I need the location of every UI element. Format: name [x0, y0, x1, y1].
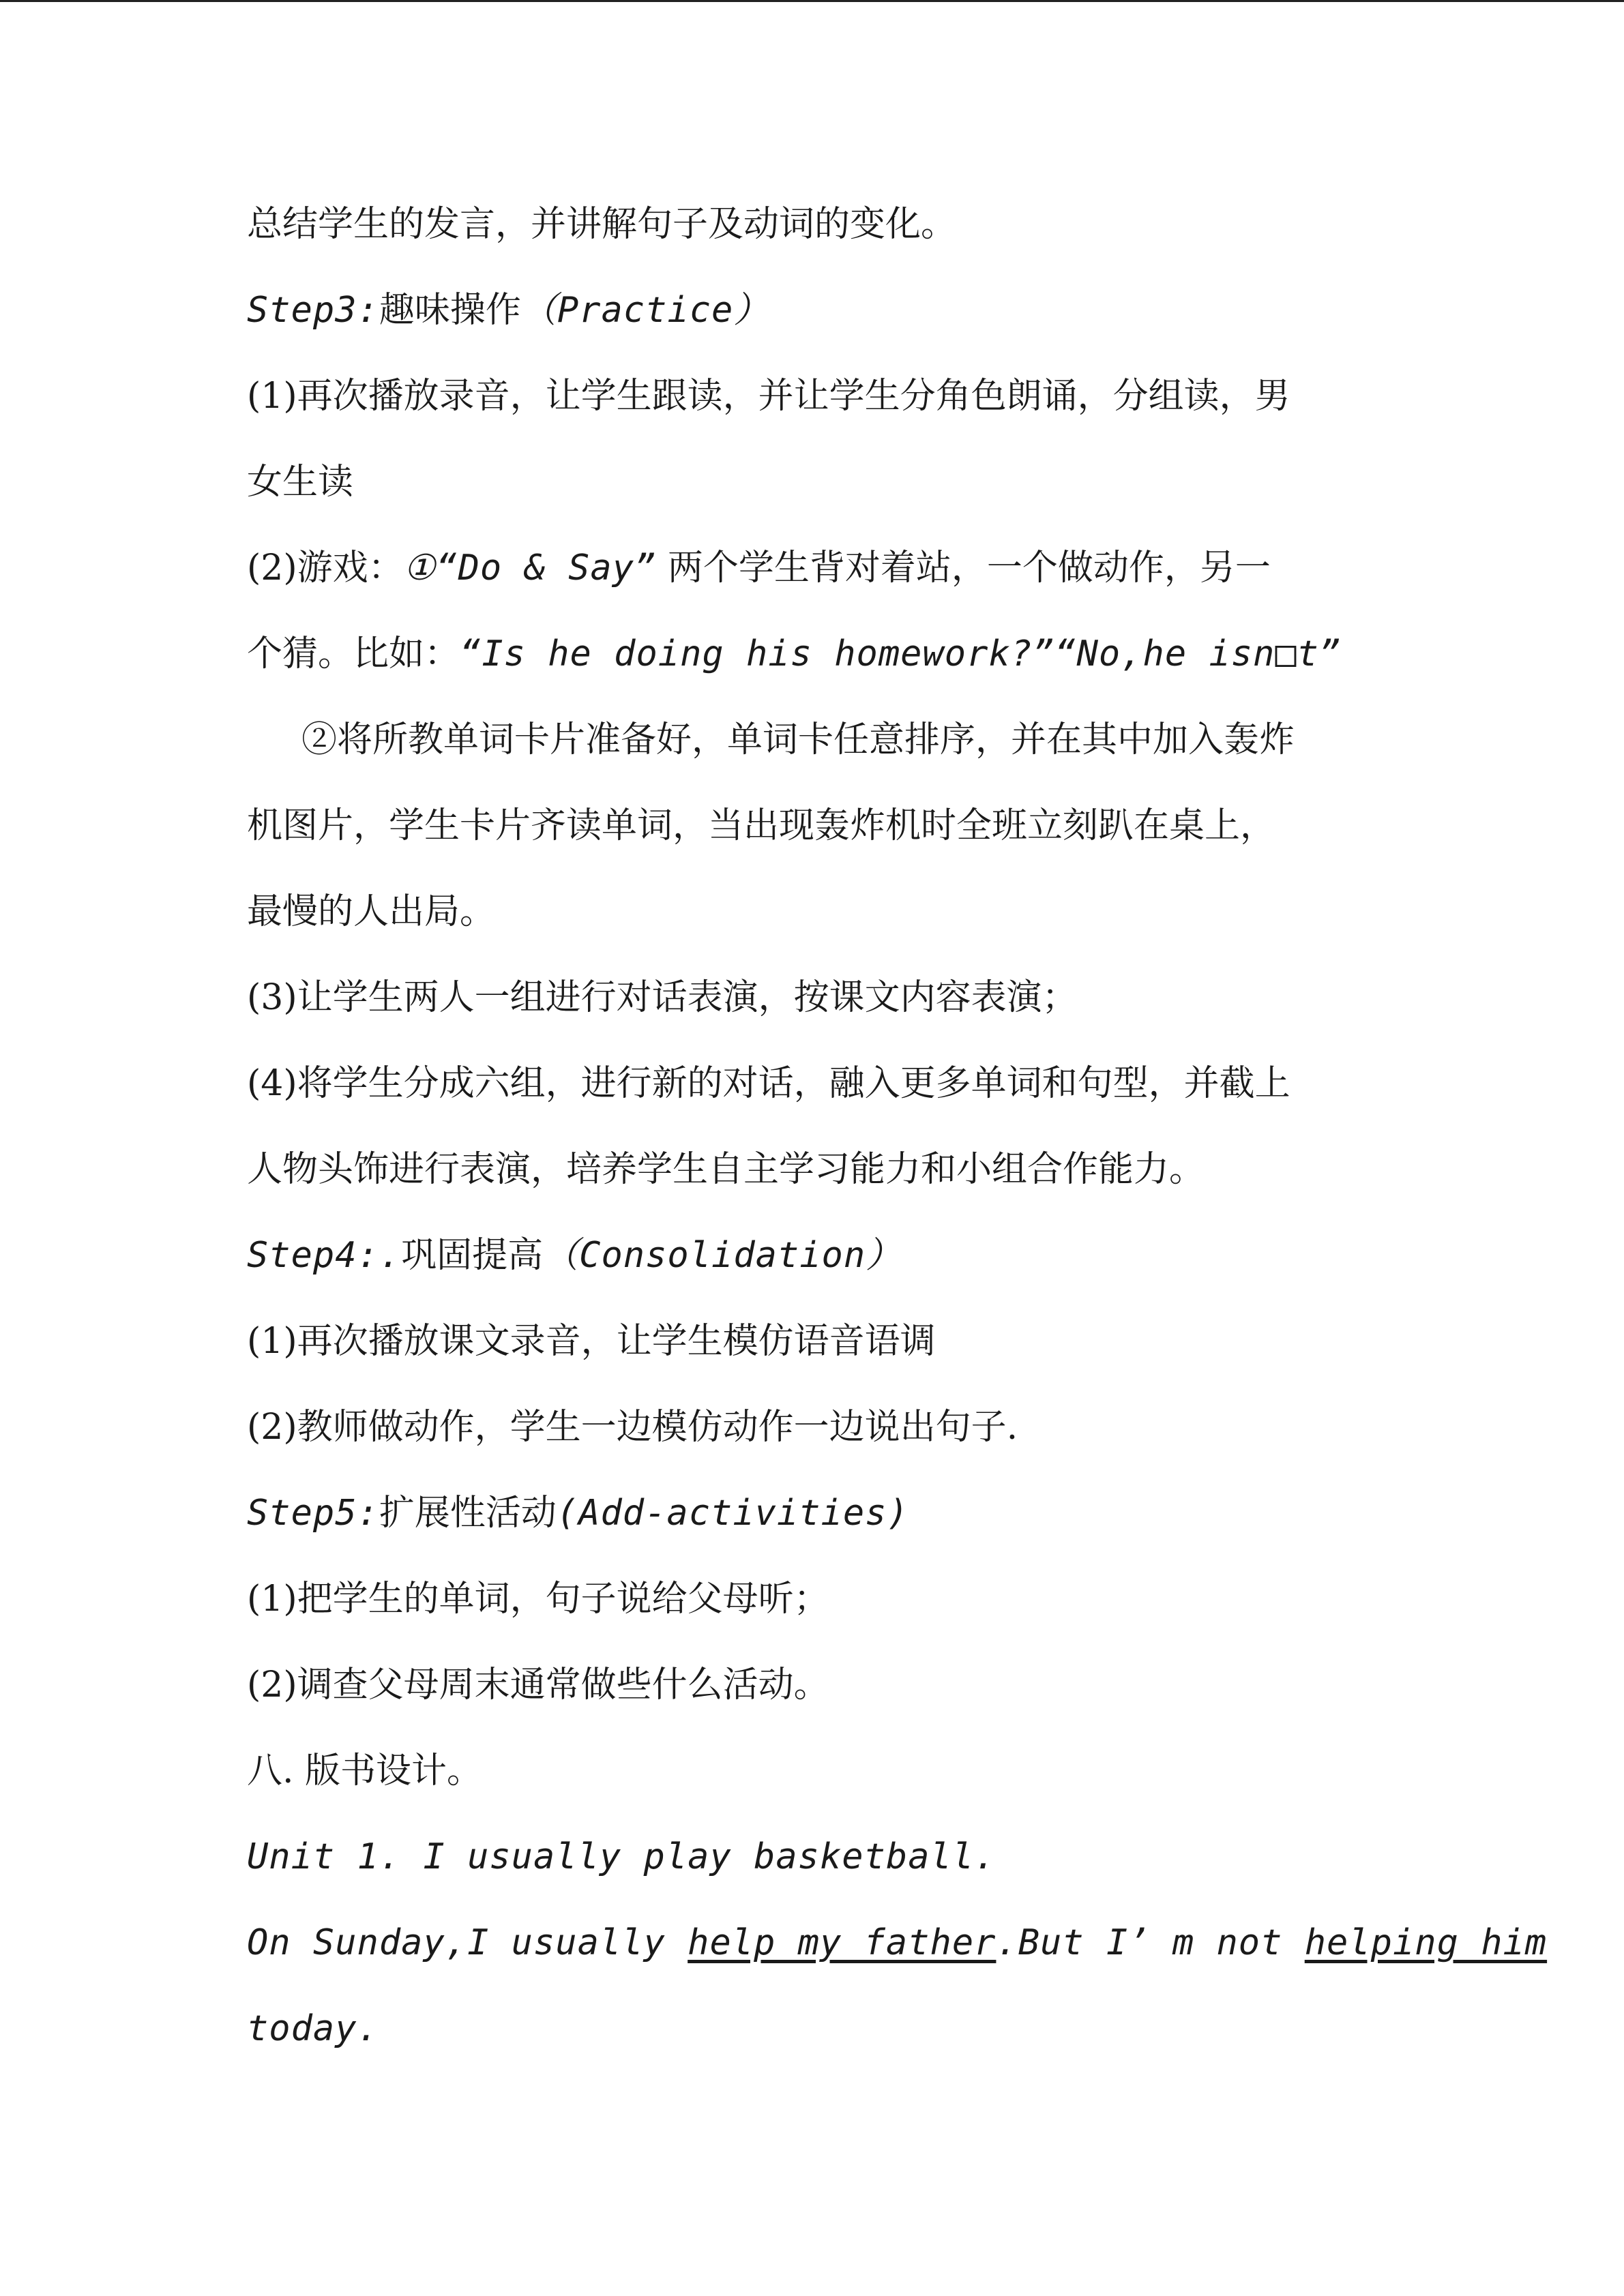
heading-step5 — [247, 1492, 909, 1534]
game-prefix: (2)游戏： — [247, 548, 404, 588]
paragraph-practice-4b: 人物头饰进行表演，培养学生自主学习能力和小组合作能力。 — [247, 1149, 1205, 1190]
paragraph-consolidation-2: (2)教师做动作，学生一边模仿动作一边说出句子. — [247, 1407, 1018, 1448]
paragraph-practice-4a: (4)将学生分成六组，进行新的对话，融入更多单词和句型，并截上 — [247, 1063, 1290, 1104]
board-underlined-phrase-2: helping him — [1304, 1922, 1548, 1963]
heading-step3 — [247, 289, 769, 331]
paragraph-cards-1: ②将所教单词卡片准备好，单词卡任意排序，并在其中加入轰炸 — [301, 719, 1295, 760]
paragraph-cards-2: 机图片，学生卡片齐读单词，当出现轰炸机时全班立刻趴在桌上， — [247, 805, 1276, 846]
paragraph-activity-2: (2)调查父母周末通常做些什么活动。 — [247, 1665, 829, 1705]
step3-english: （Practice） — [520, 290, 770, 331]
example-dialogue: “Is he doing his homework?”“No,he isn□t” — [460, 633, 1342, 674]
step5-english: (Add-activities) — [556, 1493, 909, 1534]
board-sentence-part1: On Sunday,I usually — [247, 1922, 688, 1963]
heading-board-design: 八. 版书设计。 — [247, 1750, 483, 1791]
step3-title: 趣味操作 — [379, 290, 521, 331]
step4-label: Step4:. — [247, 1235, 402, 1276]
paragraph-summary: 总结学生的发言，并讲解句子及动词的变化。 — [247, 204, 957, 245]
board-sentence-end: today. — [247, 2008, 379, 2049]
paragraph-practice-1b: 女生读 — [247, 462, 354, 503]
game-description: 两个学生背对着站，一个做动作，另一 — [656, 548, 1271, 588]
board-underlined-phrase-1: help my father — [688, 1922, 996, 1963]
paragraph-practice-3: (3)让学生两人一组进行对话表演，按课文内容表演； — [247, 977, 1078, 1018]
board-sentence — [247, 1922, 1547, 1964]
paragraph-game-2 — [247, 633, 1341, 675]
step4-english: （Consolidation） — [543, 1235, 902, 1276]
example-prefix: 个猜。比如： — [247, 633, 460, 674]
step3-label: Step3: — [247, 290, 379, 331]
step5-title: 扩展性活动 — [379, 1493, 557, 1534]
step4-title: 巩固提高 — [401, 1235, 544, 1276]
paragraph-game-1 — [247, 547, 1271, 589]
board-sentence-part2: .But I’ m not — [996, 1922, 1305, 1963]
step5-label: Step5: — [247, 1493, 379, 1534]
paragraph-practice-1a: (1)再次播放录音，让学生跟读，并让学生分角色朗诵，分组读，男 — [247, 376, 1290, 417]
paragraph-cards-3: 最慢的人出局。 — [247, 891, 496, 932]
game-name: ①“Do & Say” — [403, 548, 657, 588]
heading-step4 — [247, 1234, 902, 1277]
board-unit-title: Unit 1. I usually play basketball. — [247, 1836, 996, 1877]
paragraph-consolidation-1: (1)再次播放课文录音，让学生模仿语音语调 — [247, 1321, 936, 1362]
paragraph-activity-1: (1)把学生的单词，句子说给父母听； — [247, 1579, 829, 1620]
